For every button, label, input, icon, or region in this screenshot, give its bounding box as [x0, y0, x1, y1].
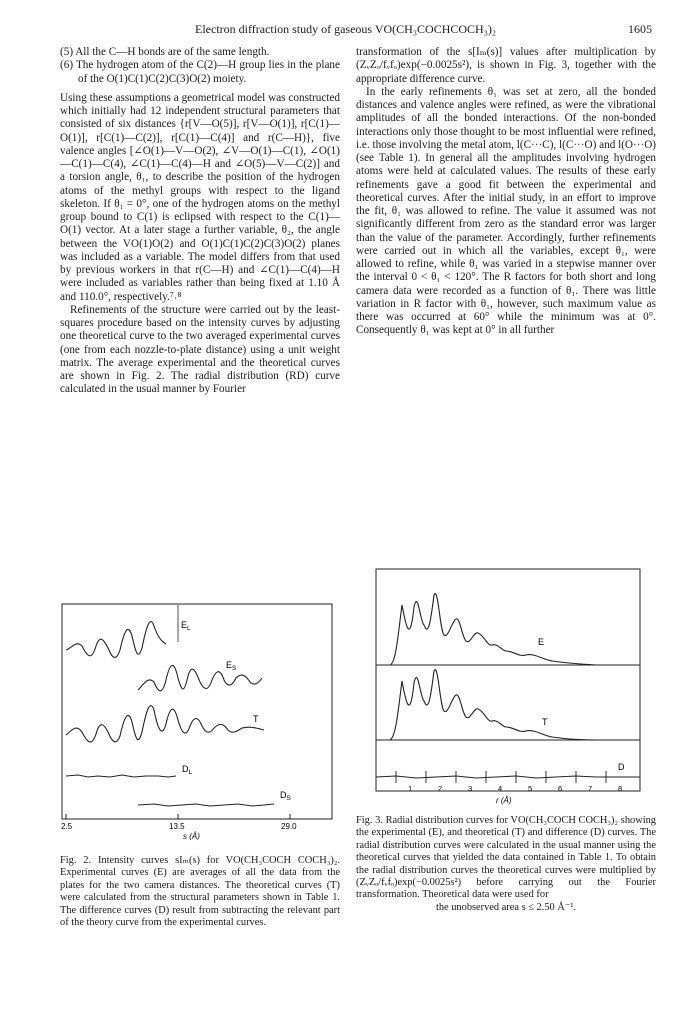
figure-3-caption [356, 815, 656, 914]
curve-T3 [376, 670, 640, 740]
label-D: D [618, 762, 625, 772]
curve-T [66, 706, 264, 743]
figure-2 [58, 600, 338, 840]
curve-DS [138, 804, 274, 806]
paragraph-early-refinements: In the early refinements θ₁ was set at zero, all the bonded distances and valence angles were refined, as were the vibrational amplitudes of all the bonded interactions. Of the non-bonded interactions only those thought to be most influential were refined, i.e. those involving the metal atom, l(C···C), l(C···O) and l(O···O) (see Table 1). In general all the amplitudes involving hydrogen atoms were held at calculated values. The results of these early refinements gave a good fit between the experimental and theoretical curves. After the initial study, in an effort to improve the fit, θ₁ was allowed to refine. The value it assumed was not significantly different from zero as the standard error was larger than the value of the parameter. Accordingly, further refinements were carried out in which all the variables, except θ₁, were allowed to refine, while θ₁ was varied in a stepwise manner over the interval 0 < θ₁ < 120°. The R factors for both short and long camera data were recorded as a function of θ₁. There was little variation in R factor with θ₁, however, such maximum value as there was occurred at 60° while the minimum was at 0°. Consequently θ₁ was kept at 0° in all further [356, 85, 656, 337]
label-DS: $D_S$ [280, 790, 291, 802]
figure-3-caption-last: the unobserved area s ≤ 2.50 Å⁻¹. [435, 901, 577, 913]
paragraph-transformation: transformation of the s[Iₘ(s)] values after multiplication by (ZᵥZₒ/fᵥfₒ)exp(−0.0025s²), is shown in Fig. 3, together with the appropriate difference curve. [356, 46, 656, 85]
page-number: 1605 [628, 22, 652, 36]
fig3-tick-7: 7 [588, 784, 593, 793]
assumption-5: (5) All the C—H bonds are of the same length. [60, 46, 270, 58]
label-EL: $E_L$ [181, 620, 191, 632]
fig3-tick-5: 5 [528, 784, 533, 793]
label-ES: $E_S$ [226, 660, 237, 672]
curve-DL [66, 775, 176, 777]
running-title: Electron diffraction study of gaseous VO(CH₃COCHCOCH₃)₂ [195, 22, 497, 36]
paragraph-refinements: Refinements of the structure were carried out by the least-squares procedure based on the intensity curves by adjusting one theoretical curve to the two averaged experimental curves (one from each nozzle-to-plate distance) using a unit weight matrix. The average experimental and the theoretical curves are shown in Fig. 2. The radial distribution (RD) curve calculated in the usual manner by Fourier [60, 303, 340, 396]
fig2-axis-label: s (Å) [183, 832, 200, 840]
fig2-tick-2: 13.5 [169, 822, 185, 831]
figure-2-caption: Fig. 2. Intensity curves sIₘ(s) for VO(CH₃COCH COCH₃)₂. Experimental curves (E) are averages of all the data from the plates for the two camera distances. The theoretical curves (T) were calculated from the structural parameters shown in Table 1. The difference curves (D) result from subtracting the relevant part of the theory curve from the experimental curves. [60, 855, 340, 929]
fig3-tick-3: 3 [468, 784, 473, 793]
figure-3 [356, 565, 646, 810]
fig3-axis-label: r (Å) [496, 796, 512, 805]
fig3-tick-1: 1 [408, 784, 413, 793]
label-DL: $D_L$ [182, 764, 193, 776]
right-column [356, 46, 656, 338]
figure-3-caption-body: Fig. 3. Radial distribution curves for VO(CH₃COCH COCH₃)₂ showing the experimental (E), and theoretical (T) and difference (D) curves. The radial distribution curves were calculated in the usual manner using the theoretical curves that yielded the data contained in Table 1. To obtain the radial distribution curves the theoretical curves were multiplied by (ZᵥZₒ/fᵥfₒ)exp(−0.0025s²) before carrying out the Fourier transformation. Theoretical data were used for [356, 815, 656, 901]
curve-ES [138, 665, 262, 690]
left-column [60, 46, 340, 397]
fig3-tick-8: 8 [618, 784, 623, 793]
label-E: E [538, 637, 545, 647]
label-T3: T [542, 717, 548, 727]
curve-EL [66, 622, 166, 658]
fig3-tick-4: 4 [498, 784, 503, 793]
fig3-tick-2: 2 [438, 784, 443, 793]
curve-E [376, 594, 640, 665]
fig2-tick-3: 29.0 [281, 822, 297, 831]
running-header [60, 22, 660, 38]
figure-2-frame [62, 604, 332, 819]
paragraph-model: Using these assumptions a geometrical model was constructed which initially had 12 independent structural parameters that consisted of six distances {r[V—O(5)], r[V—O(1)], r[C(1)—O(1)], r[C(1)—C(2)], r[C(1)—C(4)] and r(C—H)}, five valence angles [∠O(1)—V—O(2), ∠V—O(1)—C(1), ∠O(1)—C(1)—C(4), ∠C(1)—C(4)—H and ∠O(5)—V—C(2)] and a torsion angle, θ₁, to describe the position of the hydrogen atoms of the methyl groups with respect to the ligand skeleton. If θ₁ = 0°, one of the hydrogen atoms on the methyl group bound to C(1) is eclipsed with respect to the C(1)—O(1) vector. At a later stage a further variable, θ₂, the angle between the VO(1)O(2) and O(1)C(1)C(2)C(3)O(2) planes was included as a variable. The model differs from that used by previous workers in that r(C—H) and ∠C(1)—C(4)—H were included as variables rather than being fixed at 1.10 Å and 110.0°, respectively.⁷˒⁸ [60, 91, 340, 303]
fig3-tick-6: 6 [558, 784, 563, 793]
curve-D [376, 776, 640, 778]
fig2-tick-1: 2.5 [61, 822, 73, 831]
label-T: T [253, 714, 259, 724]
assumption-6: (6) The hydrogen atom of the C(2)—H group lies in the plane of the O(1)C(1)C(2)C(3)O(2) moiety. [60, 59, 340, 85]
